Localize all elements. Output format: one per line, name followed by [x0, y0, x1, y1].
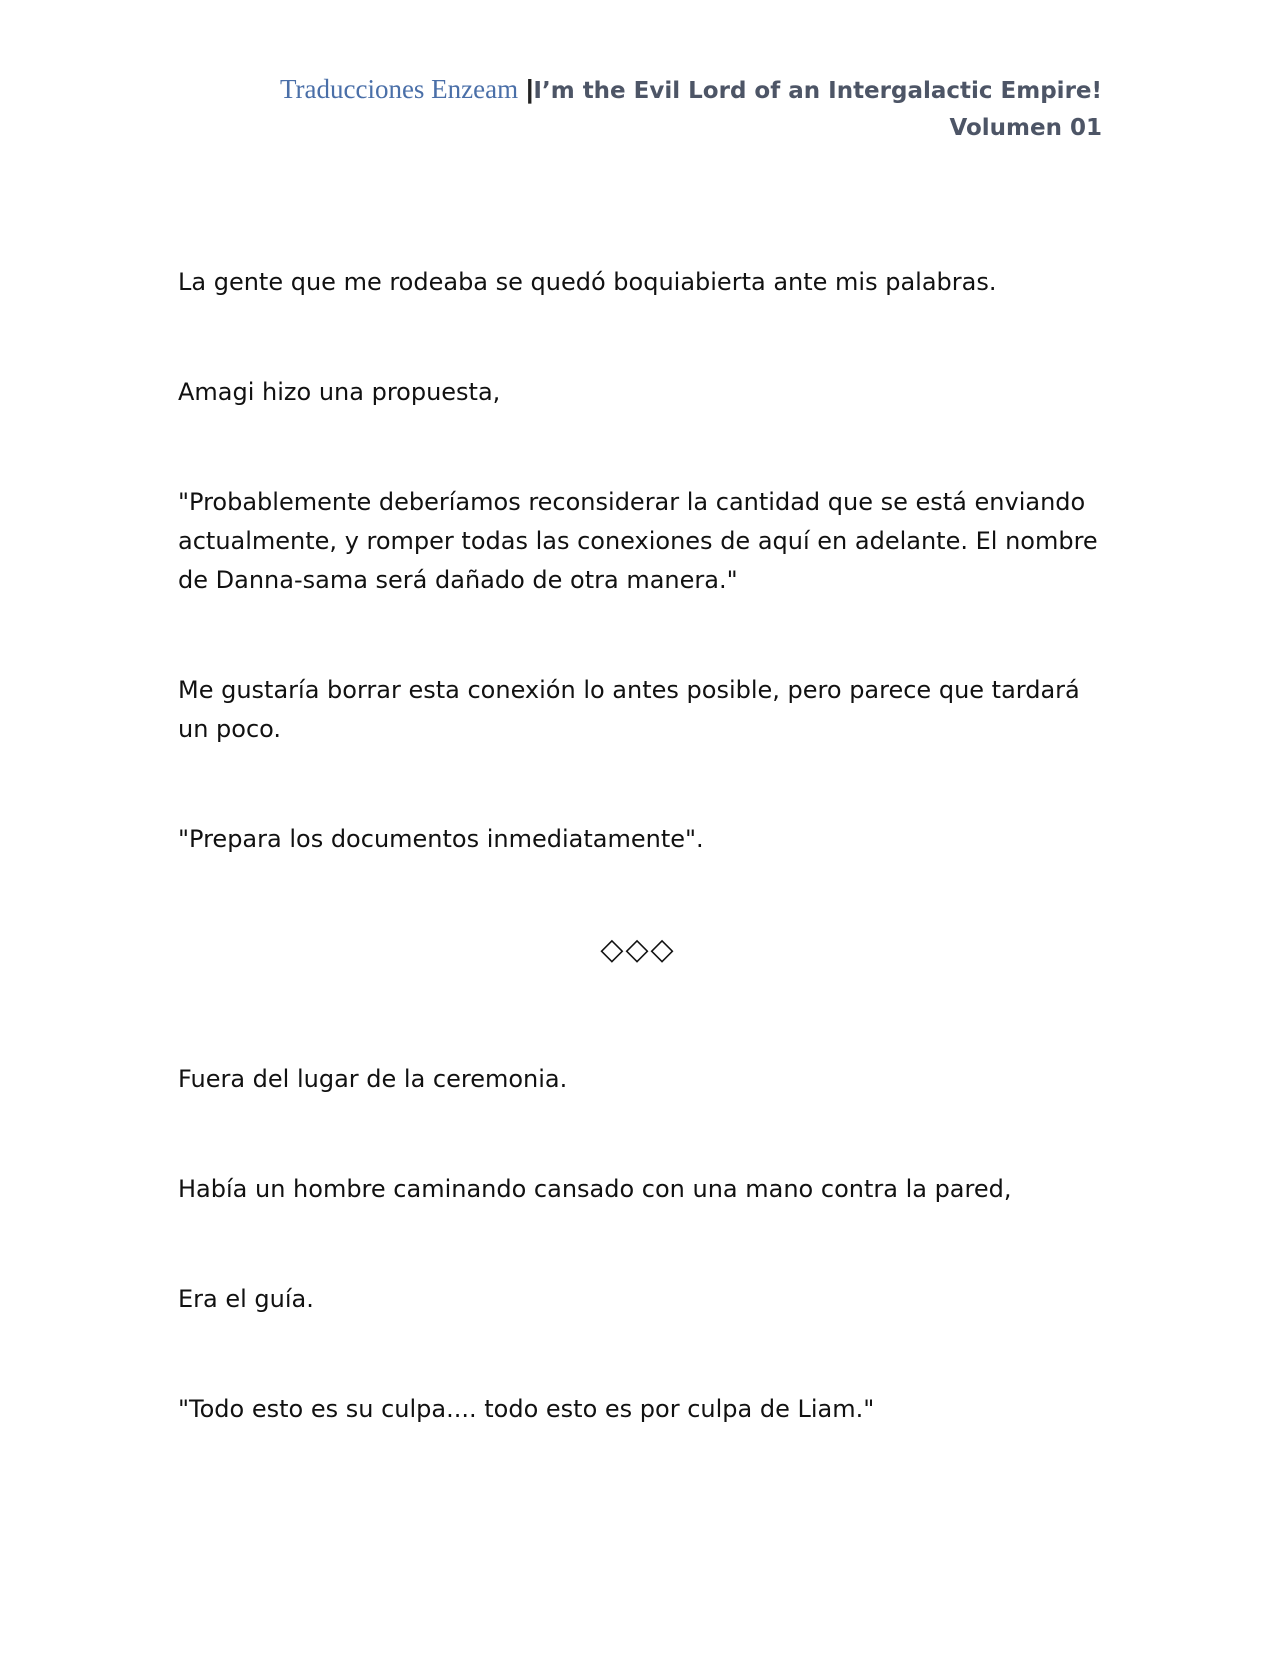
- scene-break-diamonds: ◇◇◇: [600, 932, 676, 967]
- paragraph: Amagi hizo una propuesta,: [178, 378, 501, 406]
- paragraph: Era el guía.: [178, 1285, 314, 1313]
- paragraph: La gente que me rodeaba se quedó boquiabierta ante mis palabras.: [178, 268, 997, 296]
- document-body: [178, 263, 1098, 1500]
- paragraph: "Probablemente deberíamos reconsiderar la cantidad que se está enviando actualmente, y romper todas las conexiones de aquí en adelante. El nombre de Danna-sama será dañado de otra manera.": [178, 488, 1098, 594]
- translator-name: Traducciones Enzeam: [279, 74, 519, 104]
- paragraph: Había un hombre caminando cansado con una mano contra la pared,: [178, 1175, 1012, 1203]
- header-separator: |: [526, 74, 534, 104]
- volume-label: Volumen 01: [949, 115, 1102, 141]
- paragraph: Me gustaría borrar esta conexión lo antes posible, pero parece que tardará un poco.: [178, 676, 1080, 743]
- paragraph: Fuera del lugar de la ceremonia.: [178, 1065, 568, 1093]
- page-header: [280, 72, 1102, 145]
- header-title-line: [280, 72, 1102, 111]
- book-title: I’m the Evil Lord of an Intergalactic Empire!: [533, 78, 1102, 104]
- paragraph: "Prepara los documentos inmediatamente".: [178, 825, 704, 853]
- paragraph: "Todo esto es su culpa.... todo esto es por culpa de Liam.": [178, 1395, 875, 1423]
